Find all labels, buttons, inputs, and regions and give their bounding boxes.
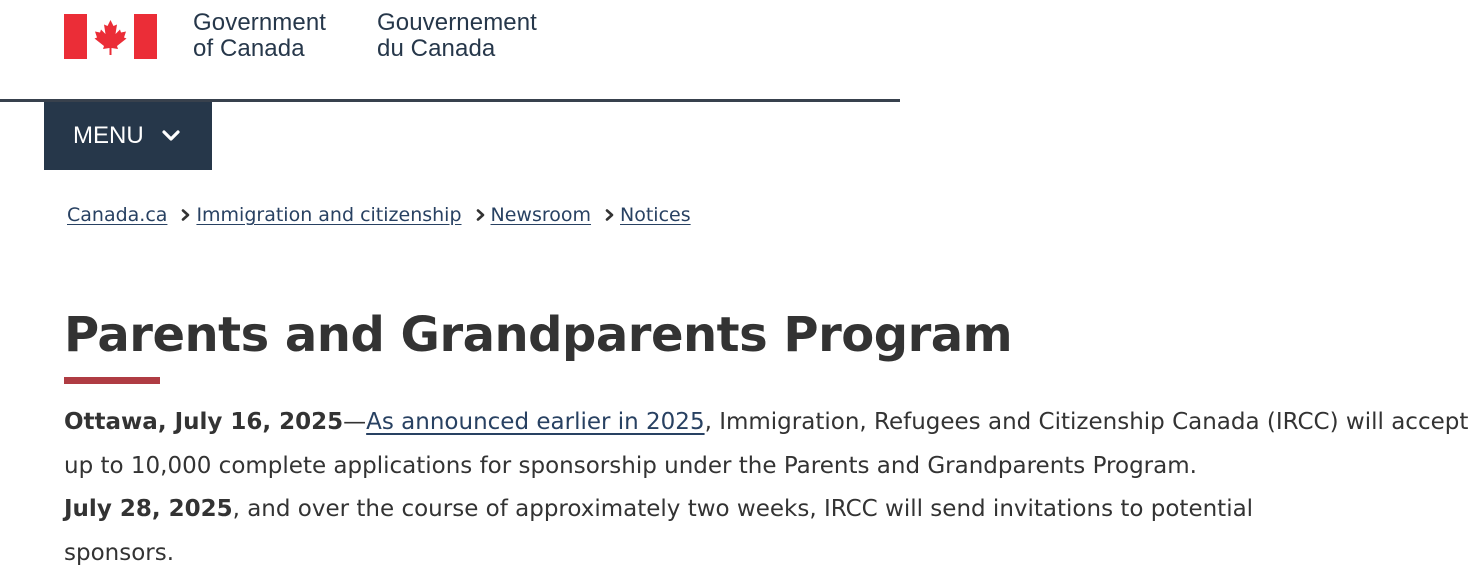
signature-en-line2: of Canada [193, 35, 305, 62]
dateline-dash: — [343, 409, 367, 435]
dateline: Ottawa, July 16, 2025 [64, 409, 344, 435]
menu-label: MENU [73, 122, 144, 149]
breadcrumb-link-notices[interactable]: Notices [620, 204, 691, 226]
government-signature-english[interactable] [193, 10, 326, 62]
chevron-right-icon [476, 209, 485, 221]
body-line-4: sponsors. [64, 539, 175, 566]
menu-button[interactable] [44, 102, 212, 170]
signature-fr-line2: du Canada [377, 35, 496, 62]
site-header [0, 0, 900, 100]
signature-fr-line1: Gouvernement [377, 9, 537, 36]
news-body [64, 401, 1468, 575]
body-line-1-rest: , Immigration, Refugees and Citizenship Canada (IRCC) will accept [704, 409, 1468, 435]
intake-date: July 28, 2025 [64, 496, 233, 522]
announcement-link[interactable]: As announced earlier in 2025 [366, 409, 705, 435]
body-line-2: up to 10,000 complete applications for sponsorship under the Parents and Grandparents Program. [64, 452, 1197, 479]
government-signature-french[interactable] [377, 10, 537, 62]
breadcrumb [67, 204, 691, 226]
canada-flag-icon[interactable] [64, 14, 157, 59]
body-line-3 [64, 488, 1254, 532]
page-title: Parents and Grandparents Program [64, 307, 1013, 363]
chevron-down-icon [162, 130, 180, 142]
title-underline-accent [64, 377, 160, 384]
breadcrumb-link-immigration[interactable]: Immigration and citizenship [196, 204, 462, 226]
chevron-right-icon [181, 209, 190, 221]
chevron-right-icon [605, 209, 614, 221]
breadcrumb-link-canada[interactable]: Canada.ca [67, 204, 168, 226]
signature-en-line1: Government [193, 9, 327, 36]
body-line-1 [64, 401, 1468, 445]
breadcrumb-link-newsroom[interactable]: Newsroom [490, 204, 592, 226]
body-line-3-rest: , and over the course of approximately two weeks, IRCC will send invitations to potential [232, 496, 1254, 522]
